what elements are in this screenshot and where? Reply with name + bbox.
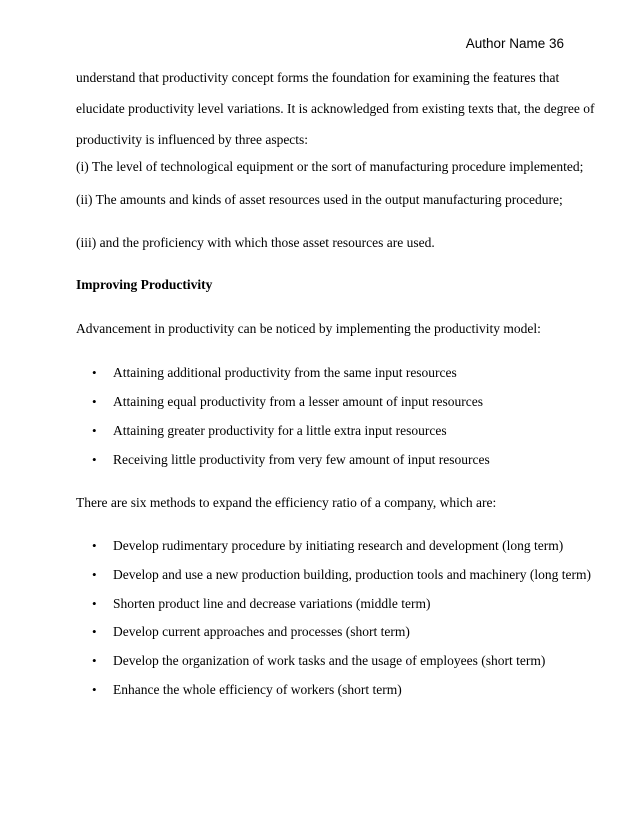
- list-item: [92, 624, 410, 640]
- list-item-text: Develop current approaches and processes (short term): [113, 624, 410, 639]
- list-item: [92, 653, 545, 669]
- list-item-text: Develop the organization of work tasks and the usage of employees (short term): [113, 653, 546, 668]
- bullet-icon: •: [92, 394, 97, 409]
- bullet-icon: •: [92, 596, 97, 611]
- list-item-text: Develop and use a new production building, production tools and machinery (long term): [113, 567, 592, 582]
- bullet-icon: •: [92, 452, 97, 467]
- paragraph-line: productivity is influenced by three aspects:: [76, 132, 309, 147]
- list-item: [92, 394, 483, 410]
- list-item: [92, 452, 490, 468]
- aspect-item-i: (i) The level of technological equipment or the sort of manufacturing procedure implemented;: [76, 159, 584, 174]
- section-heading: Improving Productivity: [76, 277, 213, 292]
- list-item: [92, 365, 457, 381]
- bullet-icon: •: [92, 624, 97, 639]
- paragraph-line: elucidate productivity level variations. It is acknowledged from existing texts that, the degree of: [76, 101, 595, 116]
- list-item: [92, 682, 402, 698]
- list-item-text: Attaining additional productivity from the same input resources: [113, 365, 457, 380]
- list-item-text: Receiving little productivity from very few amount of input resources: [113, 452, 490, 467]
- list-item-text: Shorten product line and decrease variations (middle term): [113, 596, 431, 611]
- list-item-text: Attaining greater productivity for a little extra input resources: [113, 423, 447, 438]
- list-item: [92, 596, 431, 612]
- list-item-text: Attaining equal productivity from a lesser amount of input resources: [113, 394, 484, 409]
- bullet-icon: •: [92, 653, 97, 668]
- list-item-text: Enhance the whole efficiency of workers (short term): [113, 682, 402, 697]
- bullet-icon: •: [92, 682, 97, 697]
- running-header: Author Name 36: [465, 36, 564, 51]
- bullet-icon: •: [92, 365, 97, 380]
- model-intro: Advancement in productivity can be noticed by implementing the productivity model:: [76, 321, 541, 336]
- list-item: [92, 423, 447, 439]
- methods-intro: There are six methods to expand the efficiency ratio of a company, which are:: [76, 495, 497, 510]
- bullet-icon: •: [92, 423, 97, 438]
- bullet-icon: •: [92, 567, 97, 582]
- list-item: [92, 538, 563, 554]
- list-item: [92, 567, 591, 583]
- paragraph-line: understand that productivity concept forms the foundation for examining the features that: [76, 70, 560, 85]
- aspect-item-ii: (ii) The amounts and kinds of asset resources used in the output manufacturing procedure;: [76, 192, 563, 207]
- bullet-icon: •: [92, 538, 97, 553]
- list-item-text: Develop rudimentary procedure by initiating research and development (long term): [113, 538, 564, 553]
- aspect-item-iii: (iii) and the proficiency with which those asset resources are used.: [76, 235, 435, 250]
